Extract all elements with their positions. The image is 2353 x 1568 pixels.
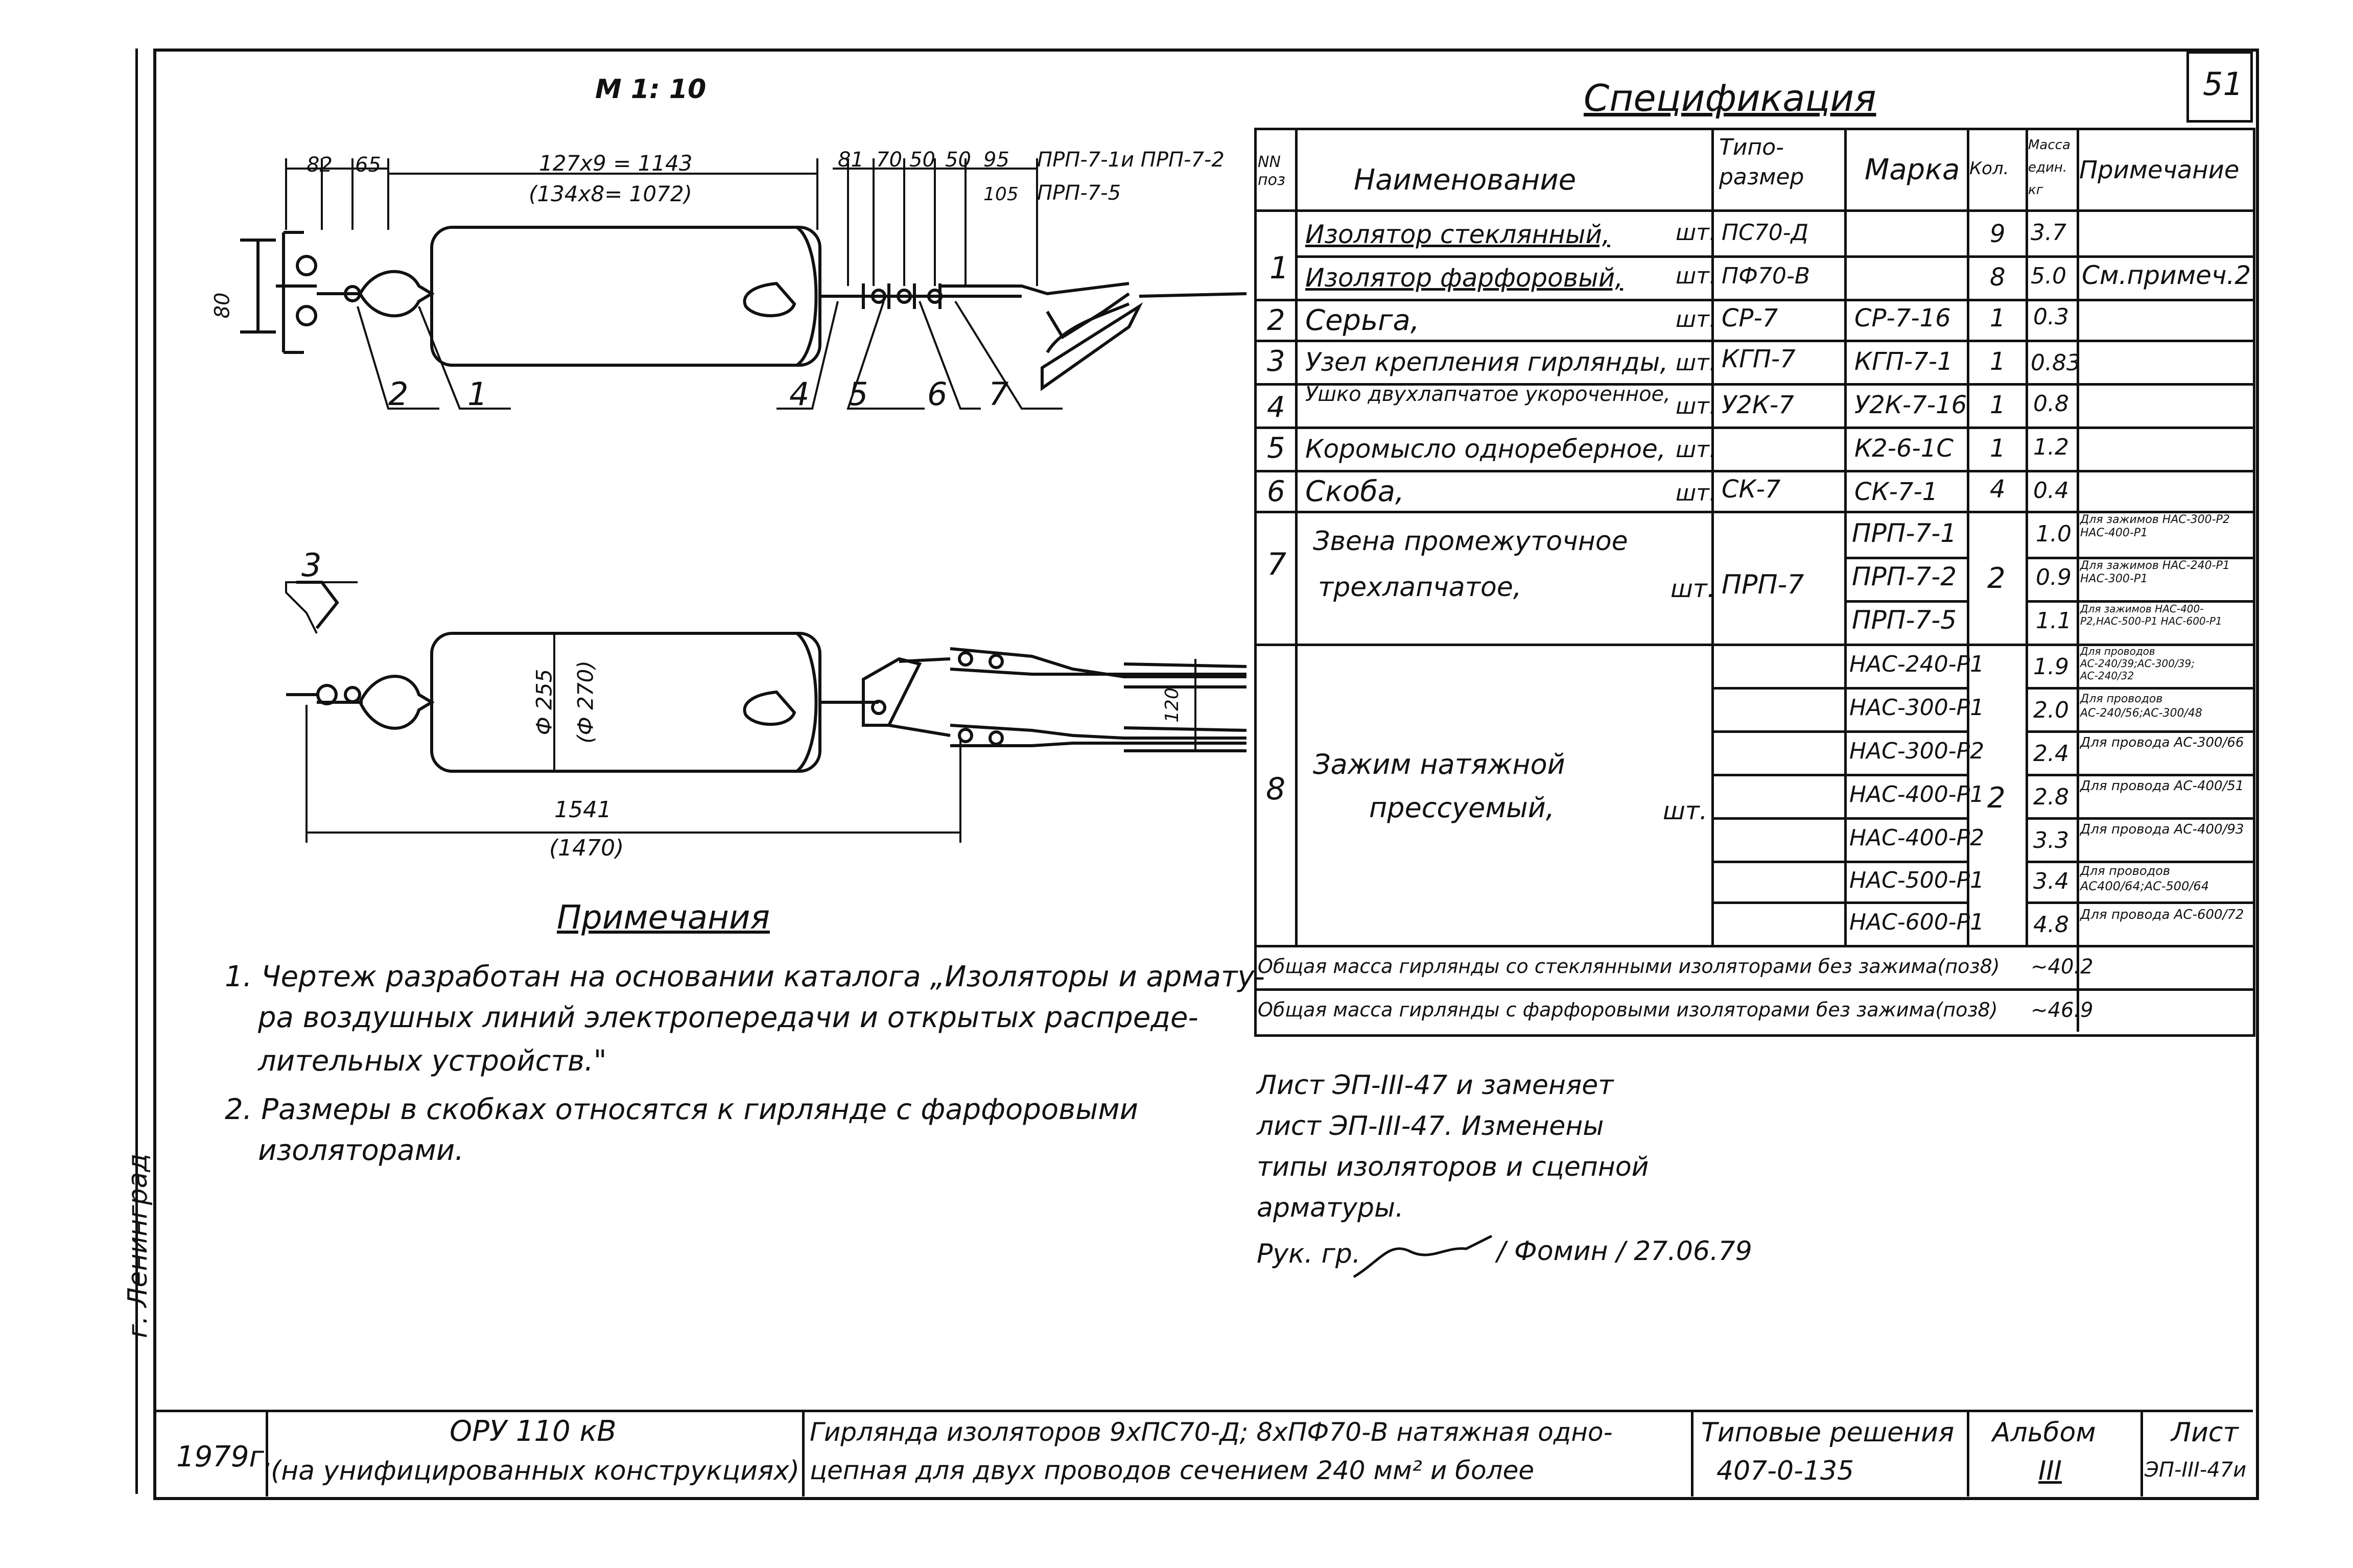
notes-title: Примечания: [557, 899, 770, 937]
row-3-size: КГП-7: [1722, 345, 1796, 373]
signer-name-date: / Фомин / 27.06.79: [1497, 1236, 1752, 1267]
row-6-mark: СК-7-1: [1854, 478, 1938, 506]
row-8-mark-7: НАС-600-Р1: [1849, 909, 1985, 935]
part-number-3: 3: [301, 547, 322, 584]
row-7-size: ПРП-7: [1722, 569, 1804, 600]
scale-label: М 1: 10: [595, 74, 707, 105]
row-8-name2: прессуемый,: [1369, 792, 1555, 824]
row-7-note-3: Для зажимов НАС-400-Р2,НАС-500-Р1 НАС-600-Р1: [2080, 603, 2222, 627]
row-3-unit: шт.: [1676, 350, 1716, 376]
row-8-note-5: Для провода АС-400/93: [2080, 822, 2244, 837]
revision-line-1: Лист ЭП-III-47 и заменяет: [1257, 1070, 1614, 1101]
header-mark: Марка: [1865, 153, 1960, 186]
dim-80: 80: [210, 292, 234, 319]
row-4-qty: 1: [1990, 391, 2006, 419]
dim-95: 95: [983, 148, 1009, 172]
note-line-5: изоляторами.: [258, 1134, 464, 1167]
title-block-divider: [802, 1410, 805, 1496]
title-album-2: III: [2038, 1456, 2062, 1486]
title-series-1: Типовые решения: [1701, 1417, 1955, 1448]
total-porcelain-value: ~46.9: [2031, 999, 2093, 1022]
title-project-2: (на унифицированных конструкциях): [271, 1456, 800, 1486]
title-year: 1979г.: [176, 1440, 273, 1474]
row-8-note-1: Для проводов АС-240/39;АС-300/39; АС-240/32: [2080, 645, 2195, 682]
title-sheet-2: ЭП-III-47и: [2145, 1458, 2247, 1482]
title-block-divider: [1967, 1410, 1969, 1496]
dim-70: 70: [876, 148, 902, 172]
header-name: Наименование: [1354, 163, 1576, 197]
row-6-unit: шт.: [1676, 480, 1716, 506]
header-num: NN поз: [1258, 153, 1285, 189]
row-5-mass: 1.2: [2033, 434, 2069, 460]
row-7-mark-3: ПРП-7-5: [1852, 605, 1957, 635]
title-block-divider: [2140, 1410, 2143, 1496]
total-glass-value: ~40.2: [2031, 955, 2093, 979]
dim-105: 105: [983, 184, 1019, 205]
row-8-mark-4: НАС-400-Р1: [1849, 781, 1985, 807]
row-2-name: Серьга,: [1305, 304, 1420, 337]
row-4-name: Ушко двухлапчатое укороченное,: [1305, 383, 1670, 406]
title-desc-2: цепная для двух проводов сечением 240 мм² и более: [810, 1456, 1535, 1485]
row-glass-size: ПС70-Д: [1722, 220, 1809, 246]
title-desc-1: Гирлянда изоляторов 9хПС70-Д; 8хПФ70-В натяжная одно-: [810, 1417, 1613, 1447]
row-2-qty: 1: [1990, 304, 2006, 332]
header-mass: Масса един. кг: [2028, 137, 2070, 198]
row-5-name: Коромысло однореберное,: [1305, 434, 1666, 464]
row-3-name: Узел крепления гирлянды,: [1305, 347, 1668, 377]
row-7-name2: трехлапчатое,: [1318, 572, 1522, 603]
dim-1470: (1470): [549, 835, 624, 861]
header-note: Примечание: [2079, 156, 2240, 184]
row-glass-qty: 9: [1990, 220, 2006, 248]
row-8-unit: шт.: [1663, 797, 1708, 825]
row-8-mass-7: 4.8: [2033, 912, 2069, 938]
row-glass-unit: шт.: [1676, 220, 1716, 246]
row-8-name1: Зажим натяжной: [1313, 748, 1565, 780]
row-7-name1: Звена промежуточное: [1313, 526, 1628, 557]
part-number-5: 5: [848, 375, 868, 413]
row-porcelain-size: ПФ70-В: [1722, 263, 1810, 289]
row-porcelain-name: Изолятор фарфоровый,: [1305, 263, 1623, 293]
dim-1072: (134x8= 1072): [529, 181, 692, 206]
row-glass-mass: 3.7: [2031, 220, 2066, 246]
total-glass-label: Общая масса гирлянды со стеклянными изоляторами без зажима(поз8): [1258, 955, 2000, 978]
part-number-6: 6: [927, 375, 948, 413]
title-series-2: 407-0-135: [1716, 1456, 1854, 1486]
row-porcelain-note: См.примеч.2: [2082, 260, 2251, 290]
row-7-mark-2: ПРП-7-2: [1852, 562, 1957, 591]
part-number-4: 4: [789, 375, 810, 413]
row-4-num: 4: [1267, 391, 1285, 424]
row-7-mass-3: 1.1: [2036, 608, 2072, 634]
part-number-2: 2: [388, 375, 409, 413]
row-5-unit: шт.: [1676, 437, 1716, 463]
row-3-num: 3: [1267, 345, 1285, 378]
revision-line-2: лист ЭП-III-47. Изменены: [1257, 1111, 1604, 1142]
row-8-mark-6: НАС-500-Р1: [1849, 867, 1985, 893]
title-block-divider: [1691, 1410, 1693, 1496]
spec-title: Спецификация: [1584, 77, 1876, 120]
row-8-mass-6: 3.4: [2033, 868, 2069, 894]
part-number-7: 7: [989, 375, 1009, 413]
row-5-qty: 1: [1990, 434, 2006, 463]
signature-label: Рук. гр.: [1257, 1239, 1361, 1269]
row-porcelain-unit: шт.: [1676, 263, 1716, 289]
row-8-note-6: Для проводов АС400/64;АС-500/64: [2080, 864, 2209, 893]
row-7-unit: шт.: [1670, 575, 1715, 603]
row-7-note-2: Для зажимов НАС-240-Р1 НАС-300-Р1: [2080, 559, 2230, 585]
dim-50b: 50: [945, 148, 971, 172]
row-7-qty: 2: [1987, 562, 2006, 595]
row-7-mass-1: 1.0: [2036, 521, 2072, 547]
dim-81: 81: [838, 148, 864, 172]
row-8-mark-3: НАС-300-Р2: [1849, 738, 1985, 764]
note-line-4: 2. Размеры в скобках относятся к гирлянде с фарфоровыми: [225, 1093, 1138, 1126]
row-6-qty: 4: [1990, 475, 2006, 504]
row-8-mass-5: 3.3: [2033, 827, 2069, 853]
row-1-num: 1: [1269, 250, 1289, 286]
row-3-mass: 0.83: [2031, 350, 2081, 376]
row-8-mass-1: 1.9: [2033, 654, 2069, 680]
row-5-mark: К2-6-1С: [1854, 434, 1954, 463]
row-7-mass-2: 0.9: [2036, 564, 2072, 590]
revision-line-4: арматуры.: [1257, 1193, 1404, 1223]
title-album-1: Альбом: [1992, 1417, 2096, 1448]
total-porcelain-label: Общая масса гирлянды с фарфоровыми изоляторами без зажима(поз8): [1258, 999, 1998, 1021]
row-8-note-7: Для провода АС-600/72: [2080, 907, 2244, 922]
note-line-2: ра воздушных линий электропередачи и открытых распреде-: [258, 1001, 1198, 1034]
row-4-mark: У2К-7-16: [1854, 391, 1967, 419]
dim-1541: 1541: [554, 797, 611, 823]
note-line-1: 1. Чертеж разработан на основании каталога „Изоляторы и армату-: [225, 960, 1265, 993]
row-2-num: 2: [1267, 304, 1285, 337]
row-8-mass-2: 2.0: [2033, 697, 2069, 723]
row-8-qty: 2: [1987, 781, 2006, 815]
row-6-num: 6: [1267, 475, 1285, 508]
dim-120: 120: [1161, 687, 1183, 723]
row-7-note-1: Для зажимов НАС-300-Р2 НАС-400-Р1: [2080, 513, 2230, 539]
title-project-1: ОРУ 110 кВ: [450, 1415, 617, 1448]
row-7-num: 7: [1267, 547, 1287, 582]
row-8-note-3: Для провода АС-300/66: [2080, 735, 2244, 750]
row-4-unit: шт.: [1676, 393, 1716, 419]
row-3-mark: КГП-7-1: [1854, 347, 1953, 376]
row-8-mark-2: НАС-300-Р1: [1849, 695, 1985, 721]
row-porcelain-qty: 8: [1990, 263, 2006, 292]
row-3-qty: 1: [1990, 347, 2006, 376]
dim-diameter-alt: (Ф 270): [573, 660, 598, 744]
dim-prp5-label: ПРП-7-5: [1037, 181, 1121, 205]
dim-50a: 50: [909, 148, 935, 172]
row-glass-name: Изолятор стеклянный,: [1305, 220, 1610, 249]
dim-82: 82: [307, 153, 333, 177]
row-8-note-4: Для провода АС-400/51: [2080, 778, 2244, 794]
dim-diameter: Ф 255: [531, 669, 557, 735]
row-4-mass: 0.8: [2033, 391, 2069, 417]
row-8-mark-1: НАС-240-Р1: [1849, 651, 1985, 677]
part-number-1: 1: [467, 375, 488, 413]
row-8-mass-3: 2.4: [2033, 741, 2069, 767]
note-line-3: лительных устройств.": [258, 1044, 607, 1078]
revision-line-3: типы изоляторов и сцепной: [1257, 1152, 1649, 1182]
row-6-size: СК-7: [1722, 475, 1781, 504]
row-5-num: 5: [1267, 432, 1285, 465]
row-7-mark-1: ПРП-7-1: [1852, 518, 1957, 548]
title-block-top: [153, 1410, 2253, 1412]
row-2-mark: СР-7-16: [1854, 304, 1951, 332]
row-8-note-2: Для проводов АС-240/56;АС-300/48: [2080, 693, 2202, 720]
dim-prp-label: ПРП-7-1и ПРП-7-2: [1037, 148, 1225, 172]
dim-1143: 127x9 = 1143: [539, 151, 693, 176]
side-city: г. Ленинград: [123, 1153, 153, 1338]
row-2-unit: шт.: [1676, 306, 1716, 332]
page-number: 51: [2203, 65, 2243, 103]
row-2-size: СР-7: [1722, 304, 1778, 332]
row-porcelain-mass: 5.0: [2031, 263, 2066, 289]
row-4-size: У2К-7: [1722, 391, 1794, 419]
header-qty: Кол.: [1969, 158, 2009, 179]
row-6-name: Скоба,: [1305, 475, 1404, 508]
row-8-mark-5: НАС-400-Р2: [1849, 825, 1985, 851]
row-6-mass: 0.4: [2033, 478, 2069, 504]
dim-65: 65: [355, 153, 381, 177]
title-sheet-1: Лист: [2171, 1417, 2239, 1448]
row-8-mass-4: 2.8: [2033, 784, 2069, 810]
row-2-mass: 0.3: [2033, 304, 2069, 330]
row-8-num: 8: [1266, 771, 1286, 807]
header-size: Типо- размер: [1719, 134, 1804, 190]
